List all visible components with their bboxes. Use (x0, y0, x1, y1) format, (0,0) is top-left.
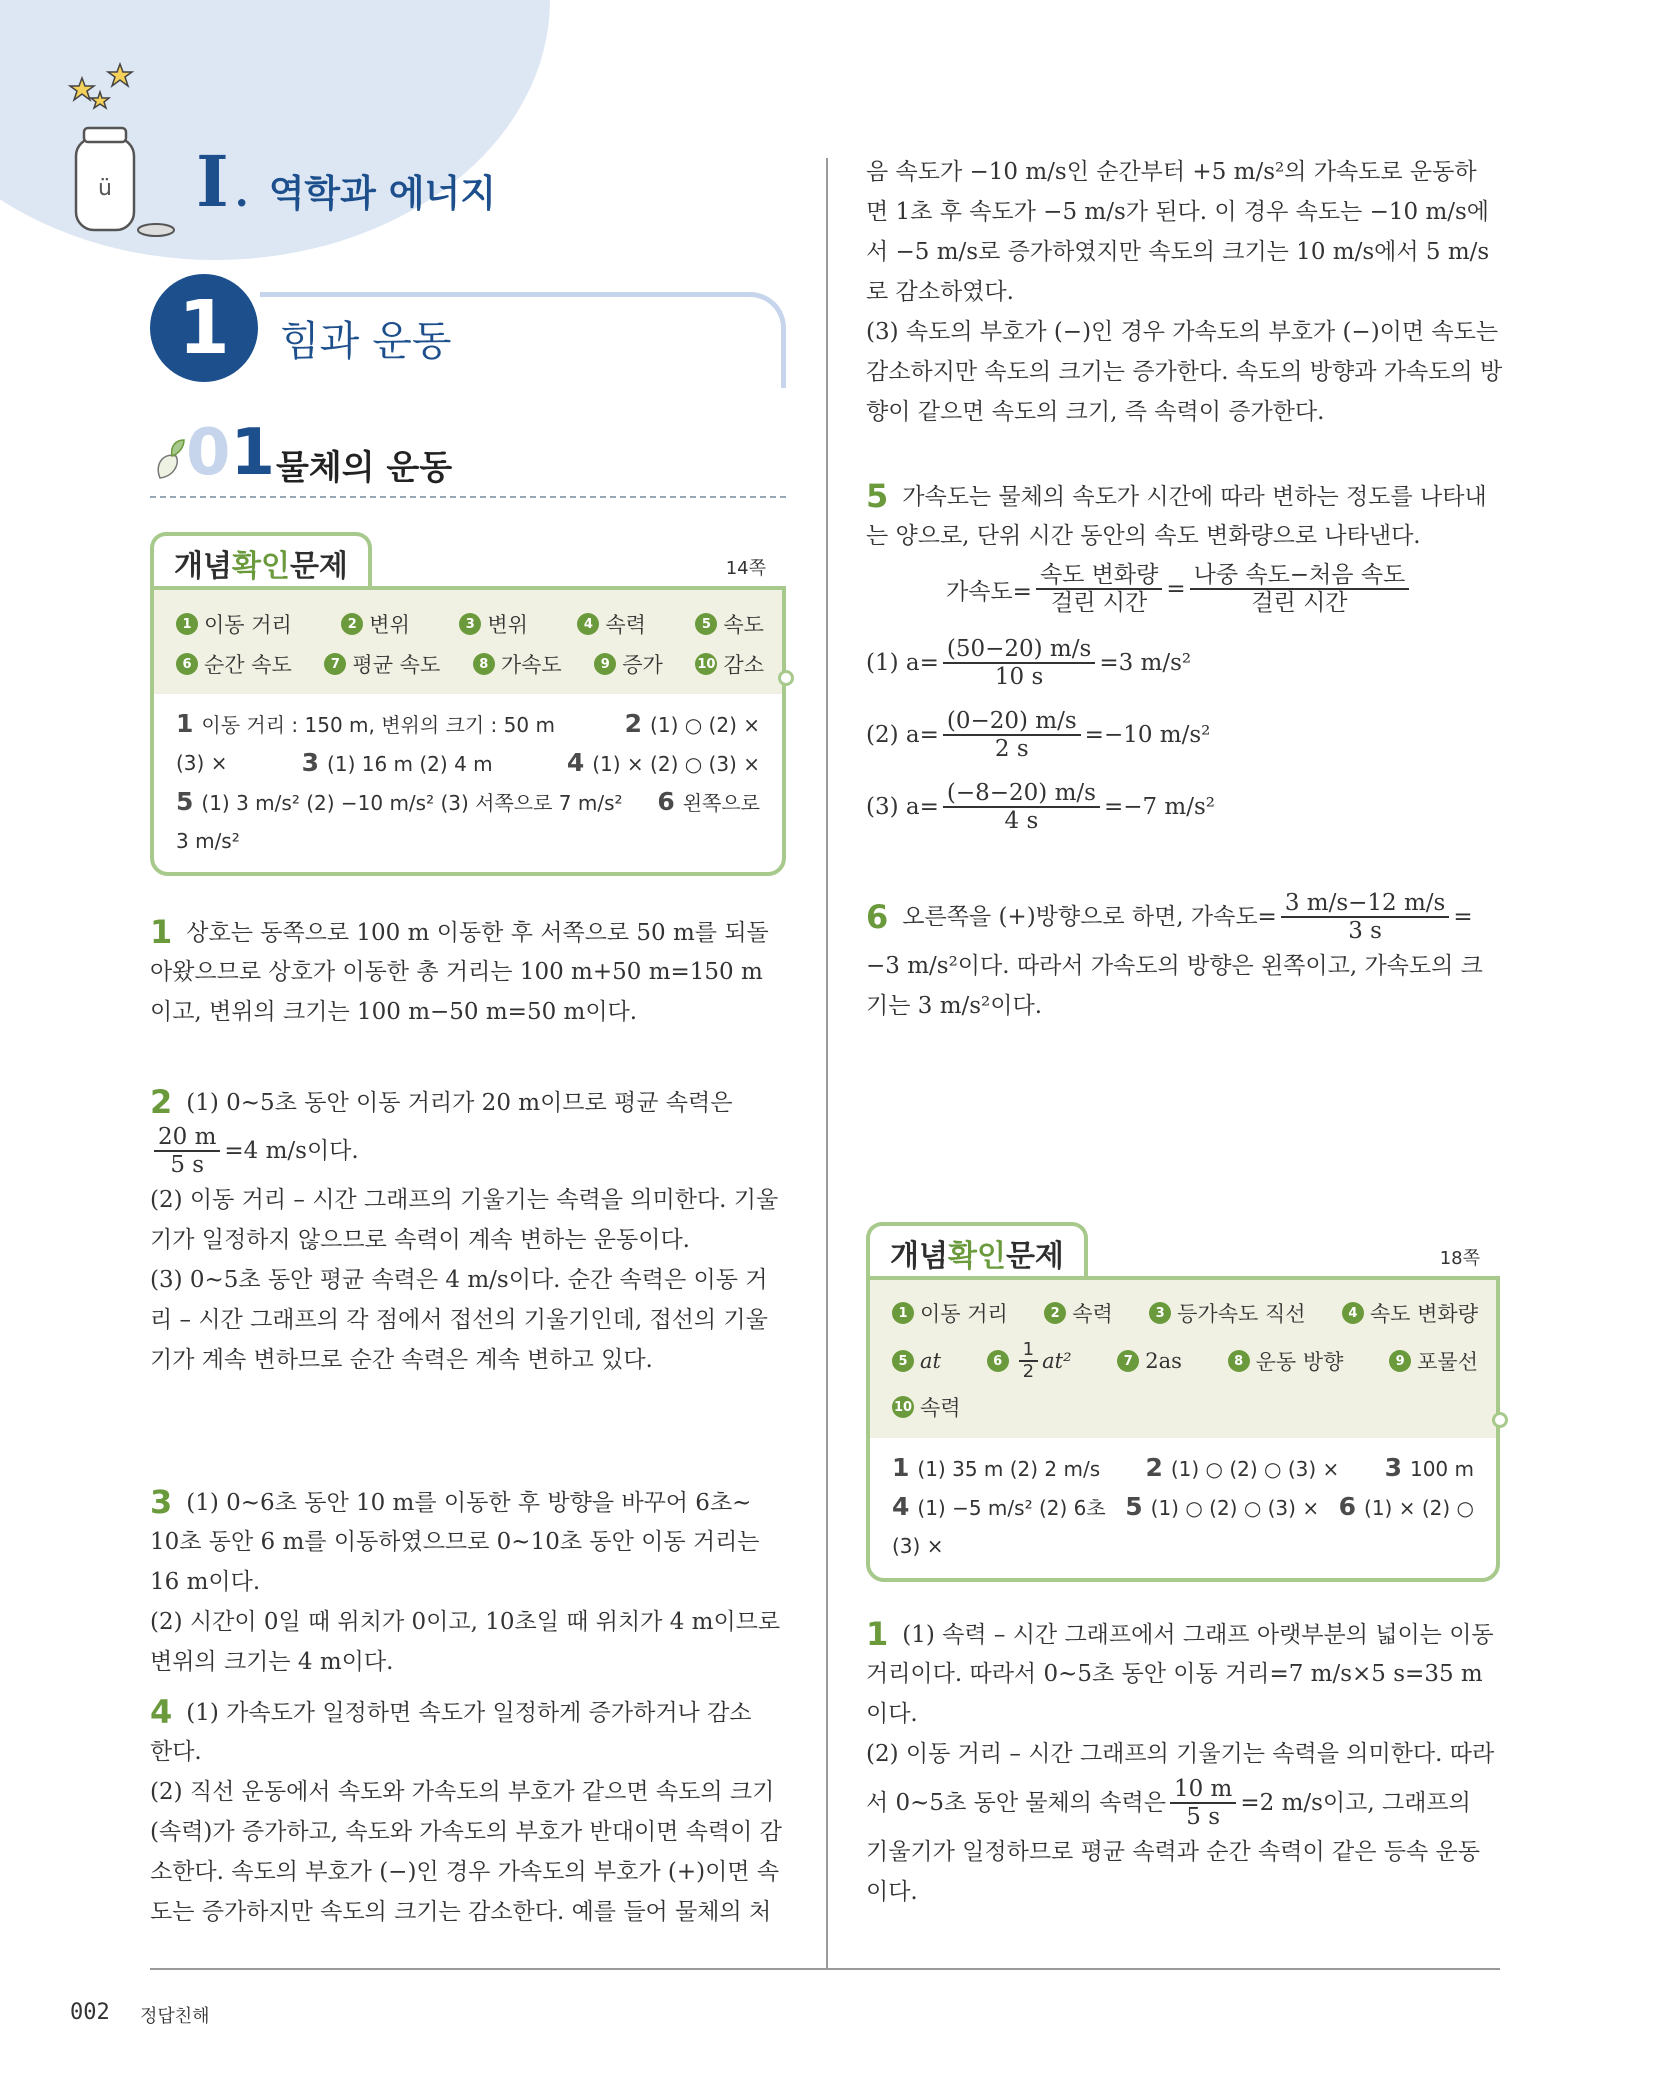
answer-item: 6 (1) × (2) ○ (1338, 1492, 1474, 1521)
concept-check-box-1 (150, 532, 786, 876)
fraction: $\frac{(-8-20) m/s}{4 s}$ (943, 780, 1100, 834)
concept-box-tab (150, 532, 372, 590)
column-divider (826, 158, 828, 1968)
keyword-row (176, 644, 764, 684)
keyword-row (892, 1290, 1478, 1336)
star-jar-icon (68, 60, 178, 240)
answer-paragraph-4-continued: 음 속도가 −10 m/s인 순간부터 +5 m/s²의 가속도로 운동하 면 1초 후 속도가 −5 m/s가 된다. 이 경우 속도는 −10 m/s에 서 −5 m/s로 증가하였지만 속도의 크기는 10 m/s에서 5 m/s 로 감소하였다. (3) 속도의 부호가 (−)인 경우 가속도의 부호가 (−)이면 속도는 감소하지만 속도의 크기는 증가한다. 속도의 방향과 가속도의 방 향이 같으면 속도의 크기, 즉 속력이 증가한다. (866, 159, 1503, 425)
equation-line: (2) a= $\frac{(0-20) m/s}{2 s}$ =−10 m/s² (866, 708, 1211, 762)
keyword-item: 4 속력 (577, 609, 646, 639)
paragraph-number: 6 (866, 898, 889, 936)
answer-item: 3 m/s² (176, 828, 240, 853)
answer-paragraph-1: 1 상호는 동쪽으로 100 m 이동한 후 서쪽으로 50 m를 되돌 아왔으므로 상호가 이동한 총 거리는 100 m+50 m=150 m 이고, 변위의 크기는 100 m−50 m=50 m이다. (150, 913, 769, 1025)
answer-item: 5 (1) ○ (2) ○ (3) × (1125, 1492, 1320, 1521)
concept-box-body (150, 586, 786, 876)
answer-area (154, 694, 782, 860)
keyword-item: 2 변위 (341, 609, 410, 639)
section-heading (150, 416, 786, 498)
paragraph-number: 4 (150, 1693, 173, 1731)
answer-item: 2 (1) ○ (2) × (624, 709, 760, 738)
keyword-item: 9 증가 (594, 649, 663, 679)
section-title: 물체의 운동 (276, 448, 453, 488)
answer-row (176, 704, 760, 743)
chapter-number: 1 (150, 274, 258, 382)
fraction: $\frac{20 m}{5 s}$ (154, 1124, 220, 1178)
paragraph-number: 2 (150, 1083, 173, 1121)
keyword-item: 3 변위 (459, 609, 528, 639)
box-page-ref: 18쪽 (1439, 1248, 1480, 1269)
paragraph-number: 3 (150, 1483, 173, 1521)
answer-item: 1 이동 거리 : 150 m, 변위의 크기 : 50 m (176, 709, 555, 738)
keyword-item: 7 평균 속도 (324, 649, 440, 679)
paragraph-number: 5 (866, 477, 889, 515)
part-roman-numeral: I (196, 140, 229, 223)
keyword-item: 9 포물선 (1389, 1346, 1478, 1376)
paragraph-number: 1 (866, 1615, 889, 1653)
keyword-item: 1 이동 거리 (176, 609, 292, 639)
box-title-part1: 개념 (174, 549, 232, 584)
box-dot-ornament (778, 670, 794, 686)
answer-row (892, 1526, 1474, 1565)
keyword-item: 5 at (892, 1349, 941, 1373)
equation-line: (3) a= $\frac{(-8-20) m/s}{4 s}$ =−7 m/s² (866, 780, 1216, 834)
answer-item: 6 왼쪽으로 (657, 787, 760, 816)
answer-paragraph-2: 2 (1) 0~5초 동안 이동 거리가 20 m이므로 평균 속력은 $\frac{20 m}{5 s}$ =4 m/s이다. (2) 이동 거리 – 시간 그래프의 기울기는 속력을 의미한다. 기울 기가 일정하지 않으므로 속력이 계속 변하는 운동이다. (3) 0~5초 동안 평균 속력은 4 m/s이다. 순간 속력은 이동 거 리 – 시간 그래프의 각 점에서 접선의 기울기인데, 접선의 기울 기가 계속 변하므로 순간 속력은 계속 변하고 있다. (150, 1083, 779, 1373)
fraction: $\frac{1}{2}$ (1019, 1340, 1038, 1382)
bottom-rule (150, 1968, 1500, 1970)
keyword-item: 8 가속도 (473, 649, 562, 679)
answer-row (176, 782, 760, 821)
answer-row (892, 1487, 1474, 1526)
answer-paragraph-6: 6 오른쪽을 (+)방향으로 하면, 가속도= $\frac{3 m/s-12 m/s}{3 s}$ = −3 m/s²이다. 따라서 가속도의 방향은 왼쪽이고, 가속도의 크 기는 3 m/s²이다. (866, 890, 1483, 1019)
box-title-highlight: 확인 (231, 549, 290, 584)
answer-row (176, 743, 760, 782)
answer-item: 1 (1) 35 m (2) 2 m/s (892, 1453, 1101, 1482)
section-number: 01 (186, 416, 276, 490)
part-heading (196, 140, 496, 223)
book-title: 정답친해 (140, 2006, 210, 2027)
answer-item: 3 100 m (1384, 1453, 1474, 1482)
fraction: $\frac{10 m}{5 s}$ (1170, 1776, 1236, 1830)
box-title-part1: 개념 (890, 1239, 948, 1274)
keyword-item: 8 운동 방향 (1228, 1346, 1344, 1376)
answer-row (892, 1448, 1474, 1487)
answer-area (870, 1438, 1496, 1565)
keyword-item: 2 속력 (1044, 1298, 1113, 1328)
fraction: $\frac{3 m/s-12 m/s}{3 s}$ (1281, 890, 1450, 944)
box-title-highlight: 확인 (947, 1239, 1006, 1274)
keyword-item: 7 2as (1117, 1349, 1182, 1373)
acceleration-definition: 가속도= $\frac{\text{속도 변화량}}{\text{걸린 시간}}$ = $\frac{\text{나중 속도−처음 속도}}{\text{걸린 시간}}$ (946, 562, 1413, 616)
answer-item: 2 (1) ○ (2) ○ (3) × (1145, 1453, 1340, 1482)
fraction: $\frac{\text{속도 변화량}}{\text{걸린 시간}}$ (1036, 562, 1162, 616)
concept-check-box-2 (866, 1222, 1500, 1582)
box-title-part2: 문제 (289, 549, 348, 584)
answer-paragraph-3: 3 (1) 0~6초 동안 10 m를 이동한 후 방향을 바꾸어 6초~ 10초 동안 6 m를 이동하였으므로 0~10초 동안 이동 거리는 16 m이다. (2) 시간이 0일 때 위치가 0이고, 10초일 때 위치가 4 m이므로 변위의 크기는 4 m이다. (150, 1483, 781, 1675)
keyword-area (870, 1280, 1496, 1438)
keyword-item: 6 $\frac{1}{2}$ at² (987, 1340, 1072, 1382)
keyword-item: 4 속도 변화량 (1342, 1298, 1478, 1328)
box-dot-ornament (1492, 1412, 1508, 1428)
keyword-item: 5 속도 (695, 609, 764, 639)
answer-item: 4 (1) −5 m/s² (2) 6초 (892, 1492, 1106, 1521)
box-title-part2: 문제 (1005, 1239, 1064, 1274)
paragraph-number: 1 (150, 913, 173, 951)
answer-item: 5 (1) 3 m/s² (2) −10 m/s² (3) 서쪽으로 7 m/s² (176, 787, 623, 816)
answer-paragraph-box2-1: 1 (1) 속력 – 시간 그래프에서 그래프 아랫부분의 넓이는 이동 거리이다. 따라서 0~5초 동안 이동 거리=7 m/s×5 s=35 m 이다. (2) 이동 거리 – 시간 그래프의 기울기는 속력을 의미한다. 따라 서 0~5초 동안 물체의 속력은 $\frac{10 m}{5 s}$ =2 m/s이고, 그래프의 기울기가 일정하므로 평균 속력과 순간 속력이 같은 등속 운동 이다. (866, 1615, 1495, 1905)
page-number: 002 (70, 2000, 110, 2025)
fraction: $\frac{(0-20) m/s}{2 s}$ (943, 708, 1081, 762)
part-title: 역학과 에너지 (268, 172, 497, 215)
chapter-heading (150, 274, 786, 390)
answer-item: (3) × (892, 1533, 944, 1558)
keyword-item: 1 이동 거리 (892, 1298, 1008, 1328)
concept-box-tab (866, 1222, 1088, 1280)
svg-text:ü: ü (98, 176, 112, 201)
answer-row (176, 821, 760, 860)
keyword-item: 10 감소 (697, 653, 764, 677)
answer-paragraph-5: 5 가속도는 물체의 속도가 시간에 따라 변하는 정도를 나타내 는 양으로, 단위 시간 동안의 속도 변화량으로 나타낸다. (866, 477, 1487, 549)
keyword-item: 10 속력 (893, 1396, 961, 1420)
answer-paragraph-4: 4 (1) 가속도가 일정하면 속도가 일정하게 증가하거나 감소 한다. (2) 직선 운동에서 속도와 가속도의 부호가 같으면 속도의 크기 (속력)가 증가하고, 속도와 가속도의 부호가 반대이면 속력이 감 소한다. 속도의 부호가 (−)인 경우 가속도의 부호가 (+)이면 속 도는 증가하지만 속도의 크기는 감소한다. 예를 들어 물체의 처 (150, 1693, 782, 1925)
keyword-row (892, 1386, 1478, 1428)
concept-box-body (866, 1276, 1500, 1582)
box-page-ref: 14쪽 (725, 558, 766, 579)
answer-item: 4 (1) × (2) ○ (3) × (566, 748, 760, 777)
answer-item: (3) × (176, 750, 228, 775)
keyword-row (892, 1336, 1478, 1386)
fraction: $\frac{(50-20) m/s}{10 s}$ (943, 636, 1095, 690)
keyword-row (176, 604, 764, 644)
keyword-item: 6 순간 속도 (176, 649, 292, 679)
part-dot: . (234, 169, 249, 216)
fraction: $\frac{\text{나중 속도−처음 속도}}{\text{걸린 시간}}$ (1190, 562, 1410, 616)
equation-line: (1) a= $\frac{(50-20) m/s}{10 s}$ =3 m/s² (866, 636, 1192, 690)
keyword-item: 3 등가속도 직선 (1149, 1298, 1305, 1328)
chapter-title: 힘과 운동 (280, 317, 452, 365)
answer-item: 3 (1) 16 m (2) 4 m (301, 748, 493, 777)
keyword-area (154, 590, 782, 694)
